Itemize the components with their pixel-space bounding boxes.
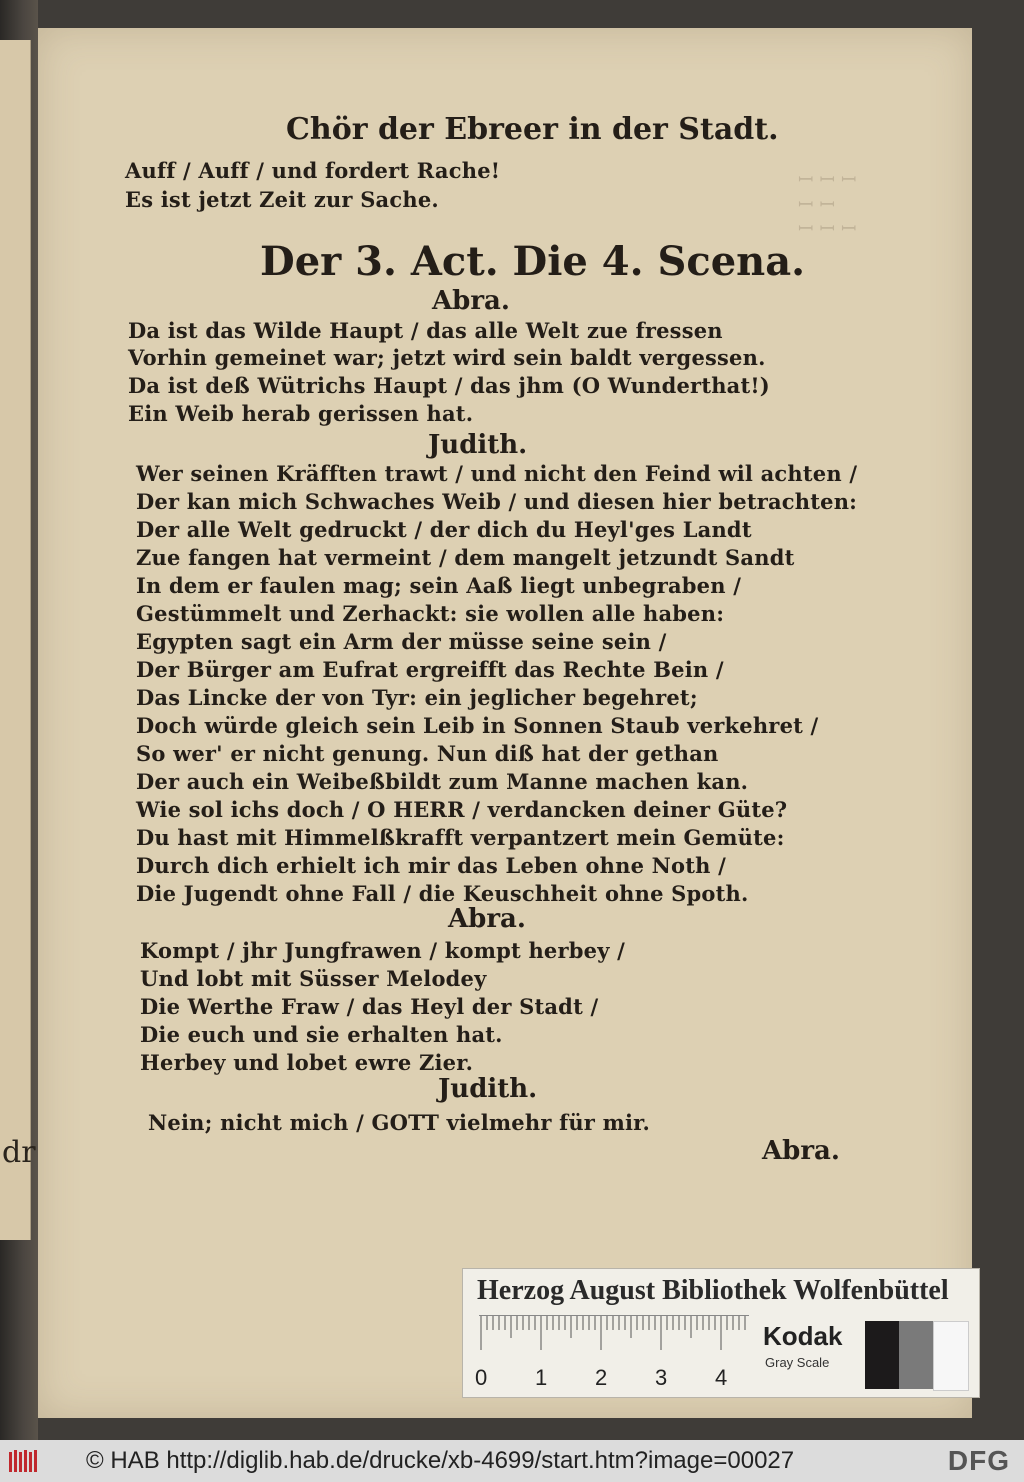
verse-line: Der kan mich Schwaches Weib / und diesen hier betrachten: xyxy=(136,489,858,514)
gray-swatch-white xyxy=(933,1321,969,1391)
book-page xyxy=(38,28,972,1418)
verse-line: In dem er faulen mag; sein Aaß liegt unbegraben / xyxy=(136,573,742,598)
ruler-number: 1 xyxy=(535,1365,548,1390)
gray-scale-label: Gray Scale xyxy=(765,1355,830,1370)
color-calibration-target xyxy=(462,1268,980,1398)
chorus-line: Auff / Auff / und fordert Rache! xyxy=(125,158,501,183)
verse-line: Durch dich erhielt ich mir das Leben ohne Noth / xyxy=(136,853,727,878)
ruler-number: 4 xyxy=(715,1365,728,1390)
verse-line: Vorhin gemeinet war; jetzt wird sein baldt vergessen. xyxy=(128,345,766,370)
verse-line: Du hast mit Himmelßkrafft verpantzert mein Gemüte: xyxy=(136,825,785,850)
verse-line: Kompt / jhr Jungfrawen / kompt herbey / xyxy=(140,938,625,963)
spine-text-fragment: dr xyxy=(2,1135,36,1170)
speaker-judith: Judith. xyxy=(438,1074,538,1104)
verse-line: Zue fangen hat vermeint / dem mangelt jetzundt Sandt xyxy=(136,545,795,570)
ruler-scale xyxy=(479,1315,749,1358)
ruler-number: 3 xyxy=(655,1365,668,1390)
verse-line: Der auch ein Weibeßbildt zum Manne machen kan. xyxy=(136,769,749,794)
verse-line: Die euch und sie erhalten hat. xyxy=(140,1022,503,1047)
verse-line: Der Bürger am Eufrat ergreifft das Rechte Bein / xyxy=(136,657,724,682)
hab-logo-icon xyxy=(8,1448,38,1474)
verse-line: Nein; nicht mich / GOTT vielmehr für mir. xyxy=(148,1110,651,1135)
verse-line: Da ist deß Wütrichs Haupt / das jhm (O Wunderthat!) xyxy=(128,373,770,398)
verse-line: Doch würde gleich sein Leib in Sonnen Staub verkehret / xyxy=(136,713,819,738)
gray-swatch-black xyxy=(865,1321,899,1389)
verse-line: Herbey und lobet ewre Zier. xyxy=(140,1050,474,1075)
kodak-logo: Kodak xyxy=(763,1321,843,1351)
verse-line: Egypten sagt ein Arm der müsse seine sein / xyxy=(136,629,667,654)
verse-line: Das Lincke der von Tyr: ein jeglicher begehret; xyxy=(136,685,698,710)
bleed-through: ꟷ ꟷ ꟷ ꟷ ꟷ ꟷ ꟷ ꟷ xyxy=(798,169,857,241)
verse-line: Da ist das Wilde Haupt / das alle Welt zue fressen xyxy=(128,318,723,343)
catchword: Abra. xyxy=(762,1136,840,1166)
copyright-url: © HAB http://diglib.hab.de/drucke/xb-4699/start.htm?image=00027 xyxy=(86,1447,795,1474)
verse-line: So wer' er nicht genung. Nun diß hat der gethan xyxy=(136,741,719,766)
speaker-judith: Judith. xyxy=(428,430,528,460)
verse-line: Ein Weib herab gerissen hat. xyxy=(128,401,474,426)
speaker-abra: Abra. xyxy=(448,904,526,934)
chorus-heading: Chör der Ebreer in der Stadt. xyxy=(286,112,779,147)
dfg-logo: DFG xyxy=(947,1445,1010,1476)
verse-line: Die Werthe Fraw / das Heyl der Stadt / xyxy=(140,994,599,1019)
previous-page-edge xyxy=(0,40,31,1240)
gray-swatch-mid xyxy=(899,1321,933,1389)
verse-line: Wie sol ichs doch / O HERR / verdancken deiner Güte? xyxy=(136,797,788,822)
act-scene-heading: Der 3. Act. Die 4. Scena. xyxy=(260,238,806,285)
chorus-line: Es ist jetzt Zeit zur Sache. xyxy=(125,187,439,212)
verse-line: Die Jugendt ohne Fall / die Keuschheit ohne Spoth. xyxy=(136,881,749,906)
speaker-abra: Abra. xyxy=(432,286,510,316)
verse-line: Gestümmelt und Zerhackt: sie wollen alle haben: xyxy=(136,601,725,626)
viewer-footer xyxy=(0,1440,1024,1482)
ruler-number: 2 xyxy=(595,1365,608,1390)
verse-line: Und lobt mit Süsser Melodey xyxy=(140,966,487,991)
verse-line: Der alle Welt gedruckt / der dich du Heyl'ges Landt xyxy=(136,517,752,542)
target-title: Herzog August Bibliothek Wolfenbüttel xyxy=(477,1275,949,1306)
ruler-number: 0 xyxy=(475,1365,488,1390)
verse-line: Wer seinen Kräfften trawt / und nicht den Feind wil achten / xyxy=(136,461,858,486)
